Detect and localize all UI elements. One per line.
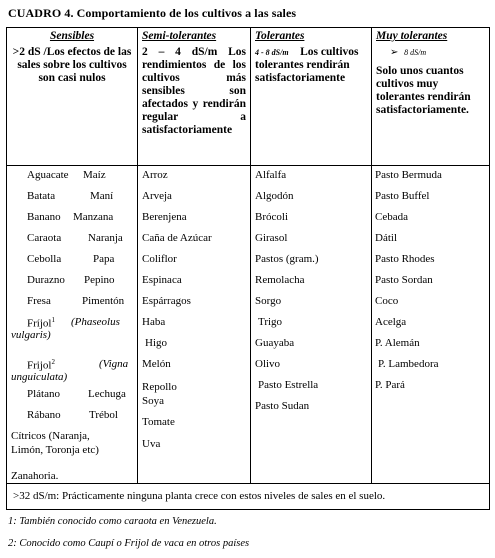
list-item: Girasol	[255, 232, 288, 244]
list-item: Algodón	[255, 190, 294, 202]
list-item: Acelga	[375, 316, 407, 328]
list-item: P. Alemán	[375, 337, 420, 349]
list-item: Rábano Trébol	[27, 409, 118, 421]
list-item: Soya	[142, 395, 164, 407]
list-item: Durazno Pepino	[27, 274, 115, 286]
footnote-marker: 1	[51, 316, 55, 324]
table-footer-note: >32 dS/m: Prácticamente ninguna planta crece con estos niveles de sales en el suelo.	[13, 490, 386, 502]
list-item: Pasto Buffel	[375, 190, 430, 202]
header-semi-tolerantes: Semi-tolerantes 2 – 4 dS/m Los rendimientos de los cultivos más sensibles son afectados y rendirán regular a satisfactoriamente	[142, 30, 246, 136]
column-divider	[137, 28, 138, 483]
list-item: Cebolla Papa	[27, 253, 115, 265]
list-item: P. Pará	[375, 379, 405, 391]
list-item: Uva	[142, 438, 161, 450]
list-item: Coliflor	[142, 253, 177, 265]
column-divider	[250, 28, 251, 483]
list-item: Olivo	[255, 358, 281, 370]
list-item: Sorgo	[255, 295, 282, 307]
list-item: Limón, Toronja etc)	[11, 444, 99, 456]
list-item: Higo	[145, 337, 167, 349]
list-item: vulgaris)	[11, 329, 51, 341]
list-item: Batata Maní	[27, 190, 114, 202]
list-item: P. Lambedora	[378, 358, 439, 370]
list-item: Pasto Estrella	[258, 379, 319, 391]
list-item: Frijol$^2$ (Vigna	[27, 358, 129, 372]
list-item: Dátil	[375, 232, 397, 244]
list-item: Tomate	[142, 416, 175, 428]
header-sensibles: Sensibles >2 dS /Los efectos de las sales sobre los cultivos son casi nulos	[12, 30, 132, 84]
header-tolerantes: Tolerantes 4 - 8 dS/m Los cultivos tolerantes rendirán satisfactoriamente	[255, 30, 359, 84]
range-label: 4 - 8 dS/m	[255, 48, 289, 57]
footnote-2: 2: Conocido como Caupí o Frijol de vaca en otros países	[8, 538, 250, 549]
list-item: Fresa Pimentón	[27, 295, 125, 307]
list-item: Trigo	[258, 316, 283, 328]
list-item: Espárragos	[142, 295, 191, 307]
list-item: Remolacha	[255, 274, 305, 286]
list-item: Fríjol$^1$ (Phaseolus	[27, 316, 120, 330]
list-item: Coco	[375, 295, 399, 307]
list-item: Pastos (gram.)	[255, 253, 319, 265]
list-item: Arveja	[142, 190, 172, 202]
list-item: Banano Manzana	[27, 211, 114, 223]
list-item: Caña de Azúcar	[142, 232, 212, 244]
column-divider	[371, 28, 372, 483]
list-item: Cebada	[375, 211, 408, 223]
list-item: Haba	[142, 316, 166, 328]
list-item: Guayaba	[255, 337, 295, 349]
list-item: Pasto Rhodes	[375, 253, 435, 265]
header-separator	[7, 165, 489, 166]
list-item: Caraota Naranja	[27, 232, 123, 244]
list-item: Melón	[142, 358, 171, 370]
list-item: Cítricos (Naranja,	[11, 430, 90, 442]
list-item: Alfalfa	[255, 169, 287, 181]
arrow-bullet-icon: ➢	[390, 47, 399, 58]
list-item: unguiculata)	[11, 371, 68, 383]
table-title: CUADRO 4. Comportamiento de los cultivos a las sales	[8, 6, 297, 20]
list-item: Pasto Sudan	[255, 400, 310, 412]
range-label: 8 dS/m	[404, 48, 427, 57]
list-item: Pasto Bermuda	[375, 169, 442, 181]
list-item: Arroz	[142, 169, 168, 181]
list-item: Espinaca	[142, 274, 182, 286]
footnote-marker: 2	[51, 358, 55, 366]
list-item: Zanahoria.	[11, 470, 59, 482]
footer-separator	[7, 483, 489, 484]
list-item: Aguacate Maíz	[27, 169, 106, 181]
list-item: Brócoli	[255, 211, 288, 223]
list-item: Berenjena	[142, 211, 187, 223]
footnote-1: 1: También conocido como caraota en Venezuela.	[8, 516, 217, 527]
header-muy-tolerantes: Muy tolerantes ➢ 8 dS/m Solo unos cuantos cultivos muy tolerantes rendirán satisfactoriamente.	[376, 30, 471, 116]
list-item: Repollo	[142, 381, 177, 393]
salt-tolerance-table	[6, 27, 490, 510]
list-item: Pasto Sordan	[375, 274, 433, 286]
list-item: Plátano Lechuga	[27, 388, 126, 400]
